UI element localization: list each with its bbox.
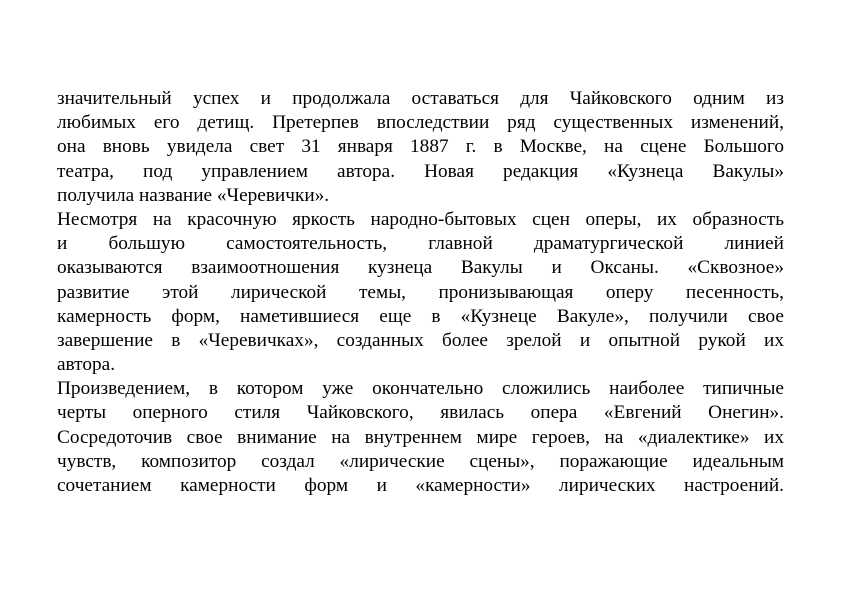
text-line: развитие этой лирической темы, пронизывающая оперу песенность, (57, 281, 784, 303)
text-line: Произведением, в котором уже окончательно сложились наиболее типичные (57, 378, 784, 400)
text-line: чувств, композитор создал «лирические сцены», поражающие идеальным (57, 450, 784, 472)
text-line: театра, под управлением автора. Новая редакция «Кузнеца Вакулы» (57, 160, 784, 182)
text-line: камерность форм, наметившиеся еще в «Кузнеце Вакуле», получили свое (57, 305, 784, 327)
text-line: автора. (57, 354, 116, 376)
text-line: сочетанием камерности форм и «камерности» лирических настроений. (57, 475, 784, 496)
text-line: значительный успех и продолжала оставаться для Чайковского одним из (57, 88, 784, 109)
text-line: завершение в «Черевичках», созданных более зрелой и опытной рукой их (57, 329, 784, 351)
paragraph (57, 208, 784, 377)
text-line: оказываются взаимоотношения кузнеца Вакулы и Оксаны. «Сквозное» (57, 257, 784, 279)
paragraph (57, 87, 784, 208)
text-line: получила название «Черевички». (57, 184, 330, 206)
text-line: Несмотря на красочную яркость народно-бытовых сцен оперы, их образность (57, 208, 784, 230)
text-line: черты оперного стиля Чайковского, явилась опера «Евгений Онегин». (57, 402, 784, 424)
document-body (57, 87, 784, 498)
text-line: Сосредоточив свое внимание на внутреннем мире героев, на «диалектике» их (57, 426, 784, 448)
paragraph (57, 377, 784, 498)
text-line: она вновь увидела свет 31 января 1887 г. в Москве, на сцене Большого (57, 136, 784, 158)
text-line: любимых его детищ. Претерпев впоследствии ряд существенных изменений, (57, 112, 784, 134)
text-line: и большую самостоятельность, главной драматургической линией (57, 233, 784, 255)
